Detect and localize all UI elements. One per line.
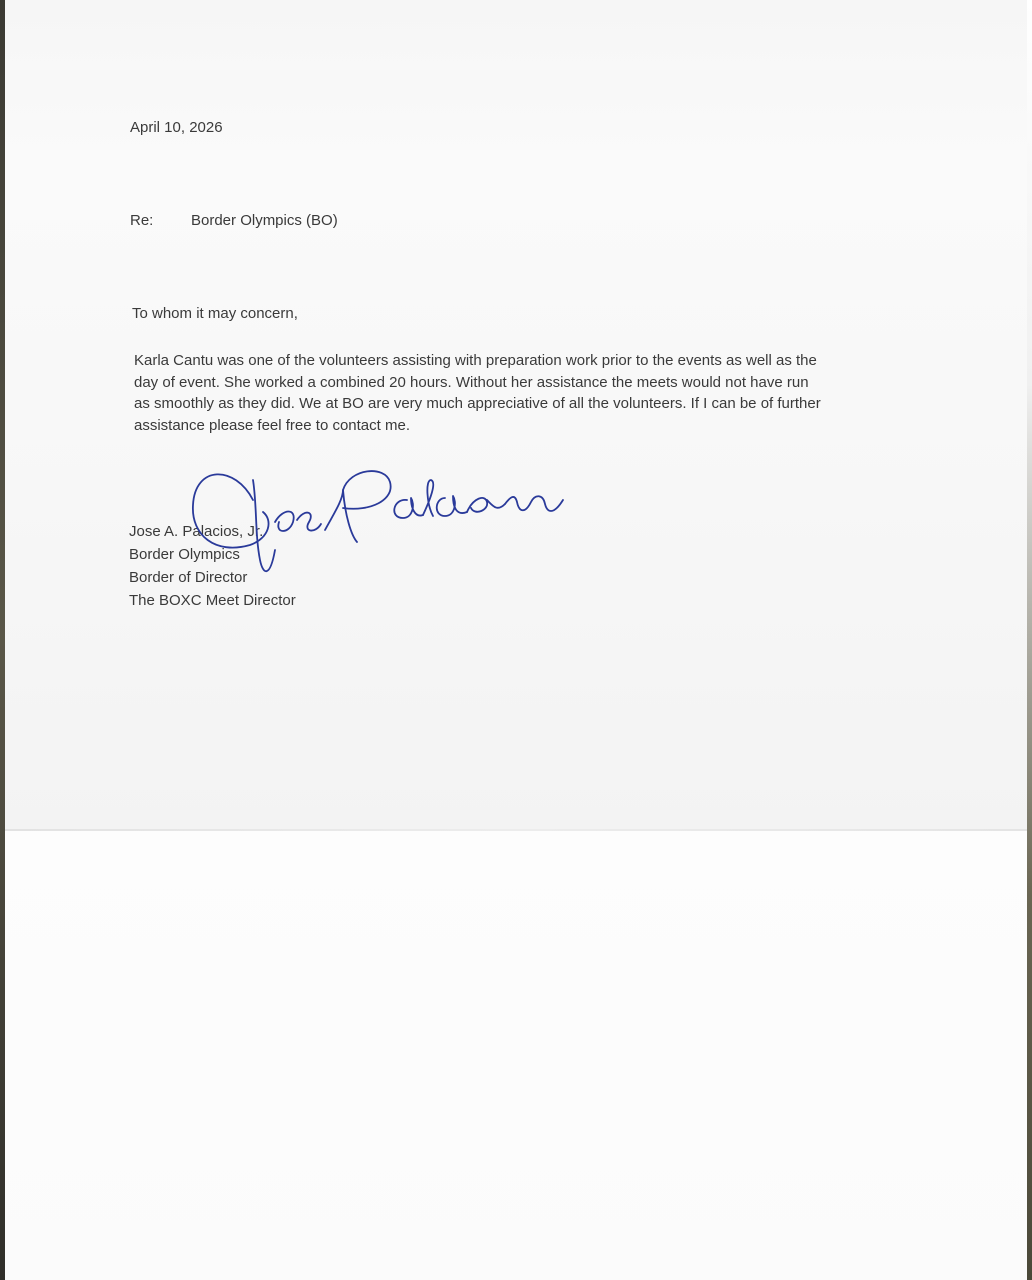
signer-title: Border of Director (129, 569, 248, 586)
letter-body (134, 350, 821, 436)
handwritten-signature (175, 460, 575, 590)
body-line: day of event. She worked a combined 20 hours. Without her assistance the meets would not have run (134, 373, 809, 391)
letter-page (5, 0, 1027, 1280)
body-line: as smoothly as they did. We at BO are very much appreciative of all the volunteers. If I can be of further (134, 395, 821, 412)
signer-organization: Border Olympics (129, 546, 240, 563)
signer-name: Jose A. Palacios, Jr. (129, 523, 264, 540)
body-line: assistance please feel free to contact me. (134, 416, 410, 434)
salutation: To whom it may concern, (132, 305, 298, 322)
body-line: Karla Cantu was one of the volunteers assisting with preparation work prior to the events as well as the (134, 352, 817, 369)
background-edge-right (1027, 0, 1032, 1280)
re-subject: Border Olympics (BO) (191, 212, 338, 229)
letter-date: April 10, 2026 (130, 119, 223, 136)
paper-lower-panel (5, 831, 1027, 1280)
signer-role: The BOXC Meet Director (129, 592, 296, 609)
re-label: Re: (130, 212, 154, 229)
